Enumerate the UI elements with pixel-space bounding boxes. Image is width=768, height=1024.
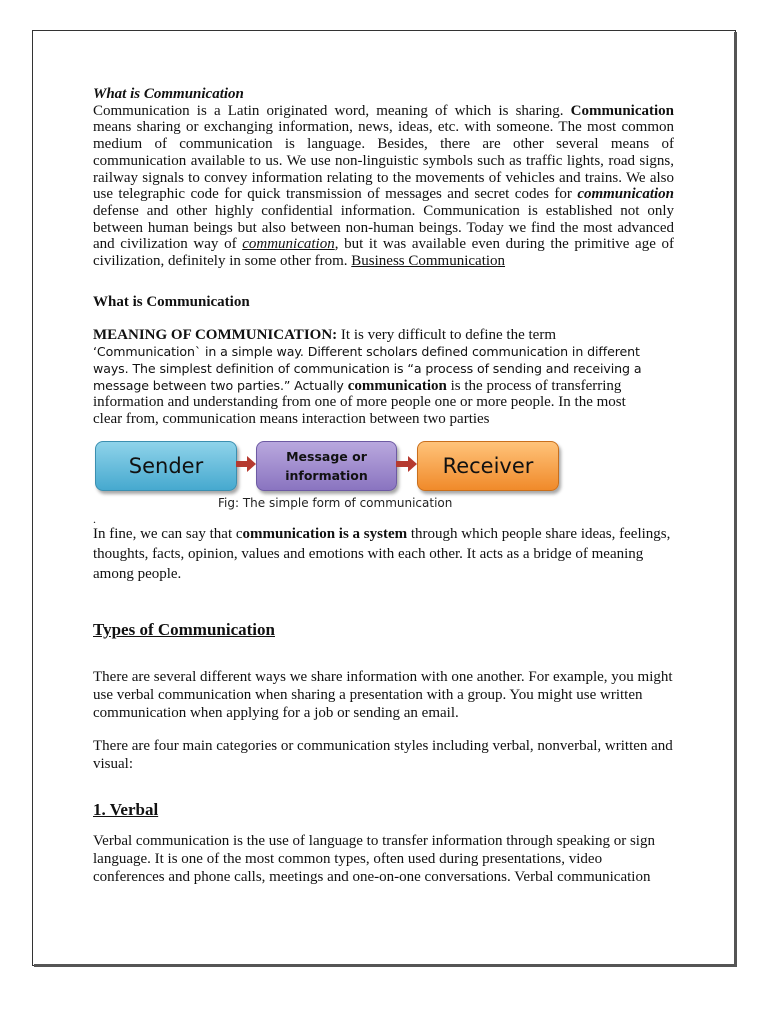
in-fine-paragraph: In fine, we can say that communication is a system through which people share ideas, feelings, thoughts, facts, opinion, values and emotions with each other. It acts as a bridge of meaning among people. — [93, 525, 671, 582]
text-run: , but it was available even during the primitive age of civilization, definitely in some other from. — [93, 236, 674, 270]
meaning-line-6: clear from, communication means interaction between two parties — [93, 410, 490, 427]
receiver-box: Receiver — [417, 441, 559, 491]
bold-term: Communication — [570, 102, 674, 119]
types-title: Types of Communication — [93, 619, 275, 639]
document-body — [93, 86, 674, 886]
stray-dot: . — [93, 511, 96, 526]
page-border-shadow-bottom — [34, 964, 736, 967]
intro-paragraph — [93, 103, 674, 270]
message-box: Message or information — [256, 441, 397, 491]
meaning-label: MEANING OF COMMUNICATION: — [93, 327, 338, 344]
meaning-line-3: ways. The simplest definition of communication is “a process of sending and receiving a — [93, 360, 642, 376]
arrow-icon — [236, 459, 256, 469]
section-heading-italic: What is Communication — [93, 86, 244, 102]
bold-italic-term: communication — [577, 186, 674, 203]
bold-term: ommunication is a system — [242, 525, 408, 542]
verbal-paragraph: Verbal communication is the use of language to transfer information through speaking or sign language. It is one of the most common types, often used during presentations, video conferences and phone calls, meetings and one-on-one conversations. Verbal communication — [93, 833, 655, 886]
communication-diagram — [93, 441, 674, 531]
text-run: defense and other highly confidential information. Communication is established not only between human beings but also between non-human beings. Today we find the most advanced and civilization way of — [93, 202, 674, 253]
business-communication-link[interactable]: Business Communication — [351, 253, 506, 270]
arrow-icon — [396, 459, 417, 469]
text-run: means sharing or exchanging information, news, ideas, etc. with someone. The most common medium of communication is language. Besides, there are other several means of communication available to us. We use non-linguistic symbols such as traffic lights, road signs, railway signals to convey information relating to the movements of vehicles and trains. We also use telegraphic code for quick transmission of messages and secret codes for — [93, 119, 674, 203]
section-heading: What is Communication — [93, 293, 250, 310]
types-paragraph-2: There are four main categories or communication styles including verbal, nonverbal, written and visual: — [93, 738, 673, 773]
meaning-line-1: MEANING OF COMMUNICATION: It is very difficult to define the term — [93, 327, 556, 344]
text-run: Communication is a Latin originated word, meaning of which is sharing. — [93, 102, 571, 119]
figure-caption: Fig: The simple form of communication — [218, 495, 453, 510]
verbal-title: 1. Verbal — [93, 800, 159, 820]
meaning-line-2: ‘Communication` in a simple way. Different scholars defined communication in different — [93, 344, 640, 360]
sender-box: Sender — [95, 441, 237, 491]
communication-link[interactable]: communication — [242, 236, 335, 253]
types-paragraph-1: There are several different ways we share information with one another. For example, you might use verbal communication when sharing a presentation with a group. You might use written communication when applying for a job or sending an email. — [93, 669, 673, 722]
page-border-shadow-right — [734, 32, 737, 967]
meaning-line-4: message between two parties.” Actually communication is the process of transferring — [93, 377, 622, 394]
meaning-line-5: information and understanding from one of more people one or more people. In the most — [93, 394, 626, 411]
